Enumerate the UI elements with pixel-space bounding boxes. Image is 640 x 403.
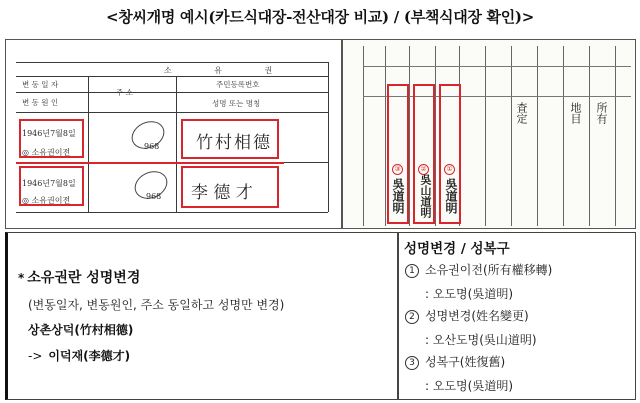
name-restore-note — [398, 232, 636, 400]
highlight-box — [19, 119, 84, 158]
row-label-cause: 변 동 원 인 — [22, 98, 59, 107]
entry1-name: 竹村相德 — [196, 133, 272, 153]
entry2-cause: ◎ 소유권이전 — [22, 196, 71, 205]
note-heading-text: 소유권란 성명변경 — [27, 270, 141, 286]
col-address: 주 소 — [116, 88, 133, 97]
list-item — [405, 307, 529, 324]
item-label: 성복구(姓復舊) — [425, 355, 506, 369]
num-badge: 2 — [405, 310, 419, 324]
list-item — [405, 261, 552, 278]
num-marker: ② — [418, 164, 429, 175]
name-before: 상촌상덕(竹村相德) — [28, 323, 134, 337]
num-marker: ③ — [392, 164, 403, 175]
highlight-box — [19, 166, 84, 206]
name-after: 이덕재(李德才) — [48, 349, 131, 363]
ledger-name: 吳道明 — [391, 178, 405, 214]
name-after-line — [28, 347, 130, 364]
num-marker: ① — [444, 164, 455, 175]
header-char: 査定 — [515, 102, 528, 124]
highlight-line — [16, 162, 284, 164]
list-item — [405, 353, 505, 370]
book-ledger-table — [363, 46, 631, 226]
item-label: 성명변경(姓名變更) — [425, 309, 529, 323]
arrow-icon: -> — [28, 349, 43, 363]
entry2-name: 李 德 才 — [191, 183, 253, 203]
col-reg-no: 주민등록번호 — [216, 80, 260, 89]
card-ledger-image — [5, 39, 342, 229]
book-ledger-image — [342, 39, 636, 229]
star-bullet: * — [18, 271, 25, 285]
num-badge: 3 — [405, 356, 419, 370]
num-badge: 1 — [405, 264, 419, 278]
entry2-cause-text: 소유권이전 — [31, 196, 71, 205]
page-title: <창씨개명 예시(카드식대장-전산대장 비교) / (부책식대장 확인)> — [105, 8, 534, 26]
note-right-title: 성명변경 / 성복구 — [404, 241, 510, 257]
ledger-name: 吳山道明 — [419, 174, 432, 218]
ledger-table — [16, 62, 341, 222]
entry1-num: 968 — [144, 142, 160, 151]
entry1-date: 1946년7월8일 — [22, 129, 76, 138]
header-char: 地目 — [569, 102, 582, 124]
ledger-header: 소 유 권 — [164, 66, 293, 75]
entry2-date: 1946년7월8일 — [22, 179, 76, 188]
entry1-cause: ◎ 소유권이전 — [22, 148, 71, 157]
item-value: : 오산도명(吳山道明) — [425, 333, 537, 347]
highlight-box — [181, 166, 279, 208]
note-description: (변동일자, 변동원인, 주소 동일하고 성명만 변경) — [28, 298, 285, 312]
col-name: 성명 또는 명칭 — [212, 99, 261, 108]
entry2-num: 968 — [146, 192, 162, 201]
item-label: 소유권이전(所有權移轉) — [425, 263, 553, 277]
entry1-cause-text: 소유권이전 — [31, 148, 71, 157]
row-label-date: 변 동 일 자 — [22, 80, 59, 89]
item-value: : 오도명(吳道明) — [425, 379, 513, 393]
name-change-note — [5, 232, 398, 400]
item-value: : 오도명(吳道明) — [425, 287, 513, 301]
note-heading — [18, 267, 140, 287]
ledger-name: 吳道明 — [444, 178, 458, 214]
highlight-box — [181, 119, 279, 159]
header-char: 所有 — [595, 102, 608, 124]
